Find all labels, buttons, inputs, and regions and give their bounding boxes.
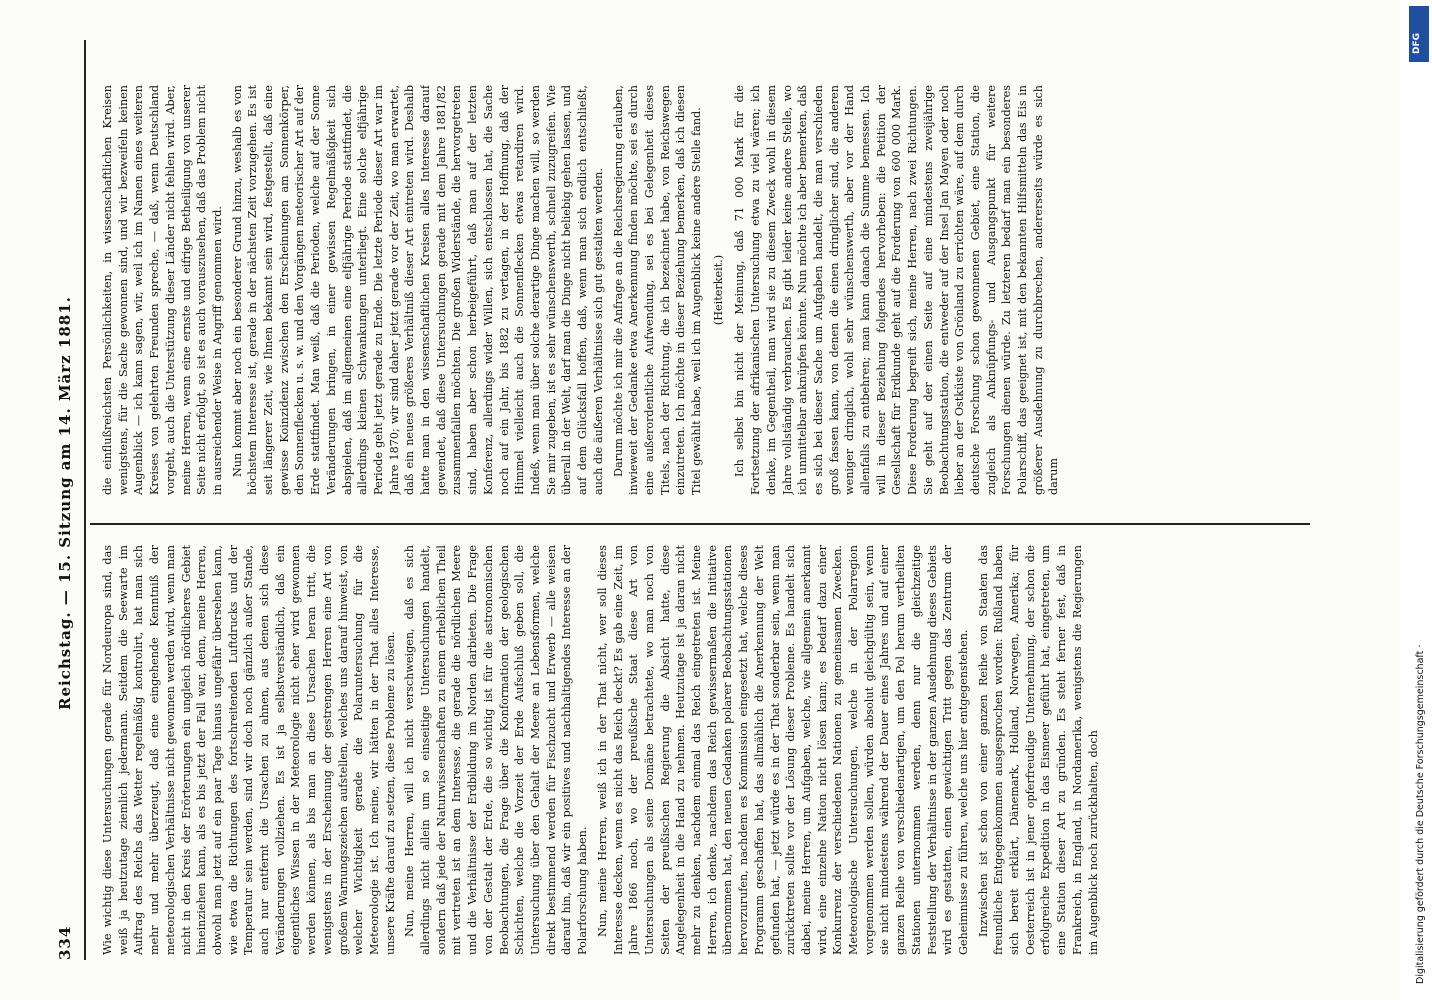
right-column bbox=[100, 85, 1320, 495]
paragraph: Inzwischen ist schon von einer ganzen Reihe von Staaten das freundliche Entgegenkommen ausgesprochen worden: Rußland haben sich bereit erklärt, Dänemark, Holland, Norwegen, Amerika; für Oesterreich ist in jener opferfreudige Unternehmung, der schon die erfolgreiche Expedition in das Eismeer geführt hat, eingetreten, um eine Station dieser Art zu gründen. Es steht ferner fest, daß in Frankreich, in England, in Nordamerika, wenigstens die Regierungen im Augenblick noch zurückhalten, doch bbox=[976, 545, 1100, 955]
running-head: Reichstag. — 15. Sitzung am 14. März 1881. bbox=[56, 296, 74, 710]
page-number: 334 bbox=[56, 925, 74, 960]
dfg-logo-text: DFG bbox=[1412, 32, 1422, 54]
paragraph: Ich selbst bin nicht der Meinung, daß 71 000 Mark für die Fortsetzung der afrikanischen Untersuchung etwa zu viel wären; ich denke, im Gegentheil, man wird sie zu diesem Zweck wohl in diesem Jahre vollständig verbrauchen. Es gibt leider keine andere Stelle, wo ich unmittelbar anknüpfen könnte. Nun möchte ich aber bemerken, daß es sich bei dieser Sache um Aufgaben handelt, die man verschieden groß fassen kann, von denen die einen dringlicher sind, die anderen weniger dringlich, wohl sehr wünschenswerth, aber vor der Hand allenfalls zu entbehren; man kann danach die Summe bemessen. Ich will in dieser Beziehung folgendes hervorheben: die Petition der Gesellschaft für Erdkunde geht auf die Forderung von 600 000 Mark. Diese Forderung begreift sich, meine Herren, nach zwei Richtungen. Sie geht auf der einen Seite auf eine mindestens zweijährige Beobachtungsstation, die entweder auf der Insel Jan Mayen oder noch lieber an der Ostküste von Grönland zu errichten wäre, auf dem durch deutsche Forschung schon gewonnenen Gebiet, eine Station, die zugleich als Anknüpfungs- und Ausgangspunkt für weitere Forschungen dienen würde. Zu letzteren bedarf man ein besonderes Polarschiff, das geeignet ist, mit den bekannten Hilfsmitteln das Eis in größerer Ausdehnung zu durchbrechen, andererseits würde es sich darum bbox=[733, 85, 1061, 495]
paragraph: Nun, meine Herren, weiß ich in der That nicht, wer soll dieses Interesse decken, wenn es nicht das Reich deckt? Es gab eine Zeit, im Jahre 1866 noch, wo der preußische Staat diese Art von Untersuchungen als seine Domäne betrachtete, wo man noch von Seiten der preußischen Regierung die Absicht hatte, diese Angelegenheit in die Hand zu nehmen. Heutzutage ist ja daran nicht mehr zu denken, nachdem einmal das Reich eingetreten ist. Meine Herren, ich denke, nachdem das Reich gewissermaßen die Initiative übernommen hat, den neuen Gedanken polarer Beobachtungsstationen hervorzurufen, nachdem es Kommission eingesetzt hat, welche dieses Programm geschaffen hat, das allmählich die Anerkennung der Welt gefunden hat, — jetzt würde es in der That sonderbar sein, wenn man zurücktreten sollte vor der Lösung dieser Probleme. Es handelt sich dabei, meine Herren, um Aufgaben, welche, wie allgemein anerkannt wird, eine einzelne Nation nicht lösen kann; es bedarf dazu einer Konkurrenz der verschiedenen Nationen zu gemeinsamen Zwecken. Meteorologische Untersuchungen, welche in der Polarregion vorgenommen werden sollen, würden absolut gleichgültig sein, wenn sie nicht mindestens während der Dauer eines Jahres und auf einer ganzen Reihe von verschiedenartigen, um den Pol herum vertheilten Stationen unternommen werden, denn nur die gleichzeitige Feststellung der Verhältnisse in der ganzen Ausdehnung dieses Gebiets wird es gestatten, einen gewichtigen Tritt gegen das Zentrum der Geheimnisse zu führen, welche uns hier entgegenstehen. bbox=[595, 545, 970, 955]
header-rule bbox=[84, 40, 86, 960]
paragraph: Nun kommt aber noch ein besonderer Grund hinzu, weshalb es von höchstem Interesse ist, gerade in der nächsten Zeit vorzugehen. Es ist seit längerer Zeit, wie Ihnen bekannt sein wird, festgestellt, daß eine gewisse Koinzidenz zwischen den Erscheinungen am Sonnenkörper, den Sonnenflecken u. s. w. und den Vorgängen meteorischer Art auf der Erde stattfindet. Man weiß, daß die Perioden, welche auf der Sonne Veränderungen bringen, in einer gewissen Regelmäßigkeit sich abspielen, daß im allgemeinen eine elfjährige Periode stattfindet, die allerdings kleinen Schwankungen unterliegt. Eine solche elfjährige Periode geht jetzt gerade zu Ende. Die letzte Periode dieser Art war im Jahre 1870; wir sind daher jetzt gerade vor der Zeit, wo man erwartet, daß ein neues größeres Verhältniß dieser Art eintreten wird. Deshalb hatte man in den wissenschaftlichen Kreisen alles Interesse darauf gewendet, daß diese Untersuchungen gerade mit dem Jahre 1881/82 zusammenfallen möchten. Die großen Widerstände, die hervorgetreten sind, haben aber schon herbeigeführt, daß man auf der letzten Konferenz, allerdings wider Willen, sich entschlossen hat, die Sache noch auf ein Jahr, bis 1882 zu vertagen, in der Hoffnung, daß der Himmel vielleicht auch die Sonnenflecken etwas retardiren wird. Indeß, wenn man über solche derartige Dinge machen will, so werden Sie mir zugeben, ist es sehr wünschenswerth, schnell zuzugreifen. Wie überall in der Welt, darf man die Dinge nicht beliebig gehen lassen, und auf dem Glücksfall hoffen, daß, wenn man sich endlich entschließt, auch die äußeren Verhältnisse sich gut gestalten werden. bbox=[230, 85, 605, 495]
digitization-sidebar bbox=[1406, 0, 1432, 1000]
left-column bbox=[100, 545, 1320, 955]
page-header bbox=[50, 40, 80, 960]
interjection: (Heiterkeit.) bbox=[711, 254, 725, 326]
paragraph: Darum möchte ich mir die Anfrage an die Reichsregierung erlauben, inwieweit der Gedanke etwa Anerkennung finden möchte, sei es durch eine außerordentliche Aufwendung, sei es bei Gelegenheit dieses Titels, nach der Richtung, die ich bezeichnet habe, von Reichswegen einzutreten. Ich möchte in dieser Beziehung bemerken, daß ich diesen Titel gewählt habe, weil ich im Augenblick keine andere Stelle fand. bbox=[611, 85, 704, 495]
paragraph: Wie wichtig diese Untersuchungen gerade für Nordeuropa sind, das weiß ja heutzutage ziemlich jedermann. Seitdem die Seewarte im Auftrag des Reichs das Wetter regelmäßig kontrolirt, hat man sich mehr und mehr überzeugt, daß eine eingehende Kenntniß der meteorologischen Verhältnisse nicht gewonnen werden wird, wenn man nicht in den Kreis der Erörterungen ein ungleich nördlicheres Gebiet hineinziehen kann, als es bis jetzt der Fall war, denn, meine Herren, obwohl man jetzt auf ein paar Tage hinaus ungefähr übersehen kann, wie etwa die Richtungen des fortschreitenden Luftdrucks und der Temperatur sein werden, sind wir doch noch gänzlich außer Stande, auch nur entfernt die Ursachen zu ahnen, aus denen sich diese Veränderungen vollziehen. Es ist ja selbstverständlich, daß ein eigentliches Wissen in der Meteorologie nicht eher wird gewonnen werden können, als bis man an diese Ursachen heran tritt, die wenigstens in der Erscheinung der gestrengen Herren eine Art von großem Warnungszeichen aufstellen, welches uns darauf hinweist, von welcher Wichtigkeit gerade die Polaruntersuchung für die Meteorologie ist. Ich meine, wir hätten in der That alles Interesse, unsere Kräfte darauf zu setzen, diese Probleme zu lösen. bbox=[101, 545, 397, 955]
dfg-logo bbox=[1409, 6, 1429, 62]
digitization-credit: Digitalisierung gefördert durch die Deutsche Forschungsgemeinschaft · bbox=[1415, 644, 1426, 984]
paragraph: die einflußreichsten Persönlichkeiten, in wissenschaftlichen Kreisen wenigstens, für die Sache gewonnen sind, und wir bezweifeln keinen Augenblick — ich kann sagen, wir, weil ich im Namen eines weiteren Kreises von gelehrten Freunden spreche, — daß, wenn Deutschland vorgeht, auch die Unterstützung dieser Länder nicht fehlen wird. Aber, meine Herren, wenn eine ernste und eifrige Betheiligung von unserer Seite nicht erfolgt, so ist es auch vorauszusehen, daß das Problem nicht in ausreichender Weise in Angriff genommen wird. bbox=[101, 85, 224, 495]
paragraph: Nun, meine Herren, will ich nicht verschweigen, daß es sich allerdings nicht allein um so einseitige Untersuchungen handelt, sondern daß jede der Naturwissenschaften zu einem erheblichen Theil mit vertreten ist an dem Interesse, die gerade die nördlichen Meere und die Verhältnisse der Erdbildung im Norden darbieten. Die Frage von der Gestalt der Erde, die so wichtig ist für die astronomischen Beobachtungen, die Frage über die Konformation der geologischen Schichten, welche die Vorzeit der Erde Aufschluß geben soll, die Untersuchung über den Gehalt der Meere an Lebensformen, welche direkt bestimmend werden für Fischzucht und Erwerb — alle weisen darauf hin, daß wir ein positives und nachhaltigendes Interesse an der Polarforschung haben. bbox=[403, 545, 590, 955]
column-divider bbox=[90, 523, 1310, 525]
